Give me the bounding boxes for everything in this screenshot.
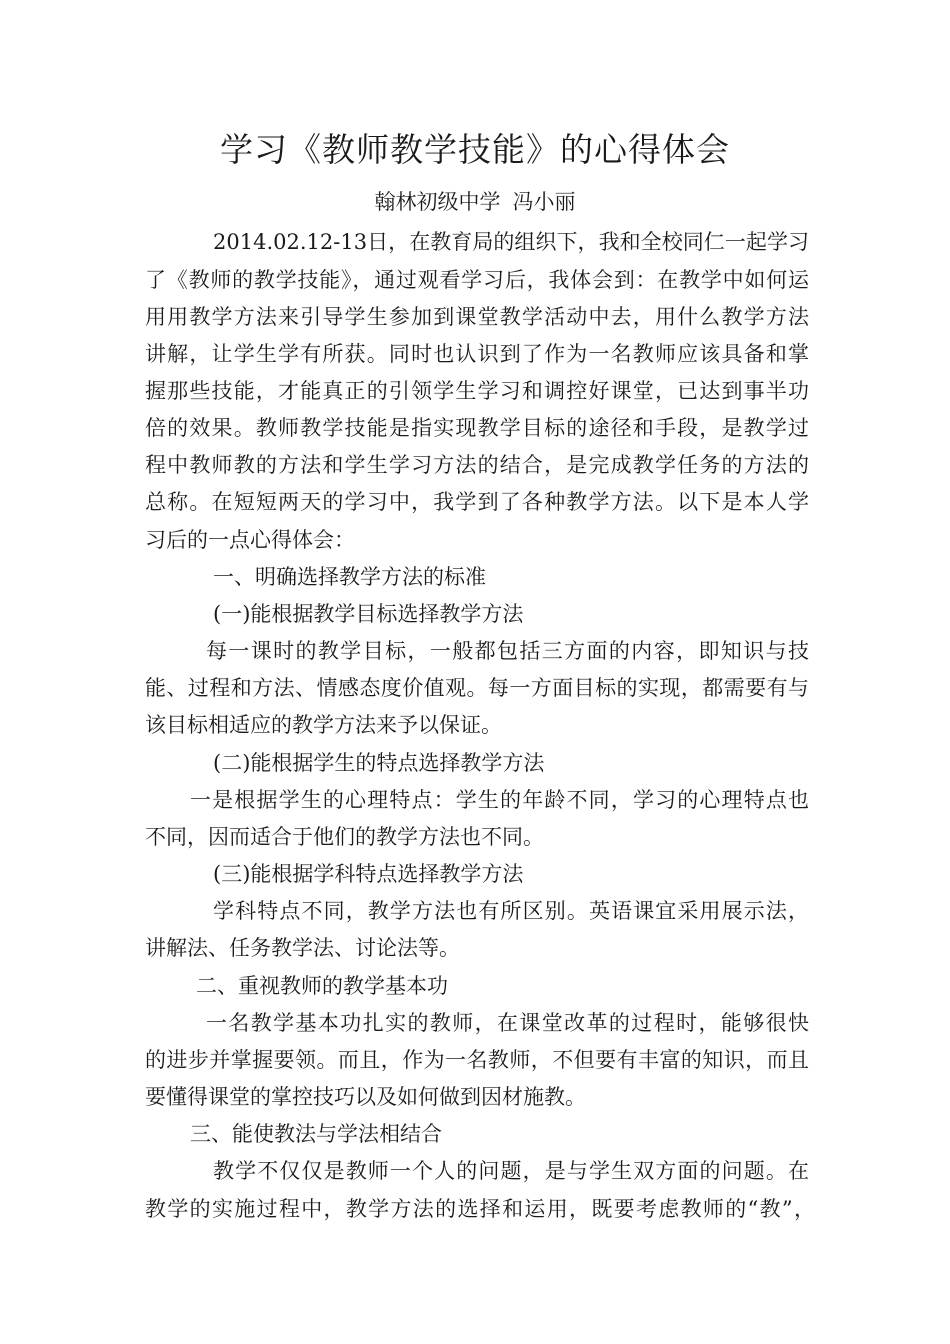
text-line: 2014.02.12-13日，在教育局的组织下，我和全校同仁一起学习 bbox=[213, 230, 809, 254]
text-line: 习后的一点心得体会： bbox=[145, 528, 355, 552]
text-line: 一名教学基本功扎实的教师，在课堂改革的过程时，能够很快 bbox=[206, 1011, 809, 1035]
text-line: 教学的实施过程中，教学方法的选择和运用，既要考虑教师的“教”， bbox=[145, 1197, 815, 1221]
text-line: 能、过程和方法、情感态度价值观。每一方面目标的实现，都需要有与 bbox=[145, 676, 809, 700]
subsection-heading: (一)能根据教学目标选择教学方法 bbox=[213, 602, 524, 626]
section-heading: 二、重视教师的教学基本功 bbox=[196, 974, 448, 998]
text-line: 总称。在短短两天的学习中，我学到了各种教学方法。以下是本人学 bbox=[145, 490, 809, 514]
text-line: 倍的效果。教师教学技能是指实现教学目标的途径和手段，是教学过 bbox=[145, 416, 809, 440]
subsection-heading: (二)能根据学生的特点选择教学方法 bbox=[213, 751, 545, 775]
text-line: 程中教师教的方法和学生学习方法的结合，是完成教学任务的方法的 bbox=[145, 453, 809, 477]
section-heading: 三、能使教法与学法相结合 bbox=[190, 1122, 442, 1146]
document-author bbox=[0, 186, 950, 218]
section-heading: 一、明确选择教学方法的标准 bbox=[213, 565, 486, 589]
text-line: 用用教学方法来引导学生参加到课堂教学活动中去，用什么教学方法 bbox=[145, 305, 809, 329]
text-line: 讲解，让学生学有所获。同时也认识到了作为一名教师应该具备和掌 bbox=[145, 342, 809, 366]
text-line: 教学不仅仅是教师一个人的问题，是与学生双方面的问题。在 bbox=[213, 1159, 809, 1183]
text-line: 一是根据学生的心理特点：学生的年龄不同，学习的心理特点也 bbox=[190, 788, 809, 812]
document-title: 学习《教师教学技能》的心得体会 bbox=[220, 130, 730, 169]
text-line: 不同，因而适合于他们的教学方法也不同。 bbox=[145, 825, 544, 849]
text-line: 讲解法、任务教学法、讨论法等。 bbox=[145, 936, 460, 960]
text-line: 握那些技能，才能真正的引领学生学习和调控好课堂，已达到事半功 bbox=[145, 379, 809, 403]
text-line: 每一课时的教学目标，一般都包括三方面的内容，即知识与技 bbox=[206, 639, 809, 663]
subsection-heading: (三)能根据学科特点选择教学方法 bbox=[213, 862, 524, 886]
text-line: 学科特点不同，教学方法也有所区别。英语课宜采用展示法， bbox=[213, 899, 809, 923]
text-line: 了《教师的教学技能》，通过观看学习后，我体会到：在教学中如何运 bbox=[145, 268, 809, 292]
author-school: 翰林初级中学 bbox=[374, 190, 501, 214]
author-name: 冯小丽 bbox=[512, 190, 576, 214]
text-line: 的进步并掌握要领。而且，作为一名教师，不但要有丰富的知识，而且 bbox=[145, 1048, 809, 1072]
text-line: 该目标相适应的教学方法来予以保证。 bbox=[145, 713, 502, 737]
text-line: 要懂得课堂的掌控技巧以及如何做到因材施教。 bbox=[145, 1085, 586, 1109]
